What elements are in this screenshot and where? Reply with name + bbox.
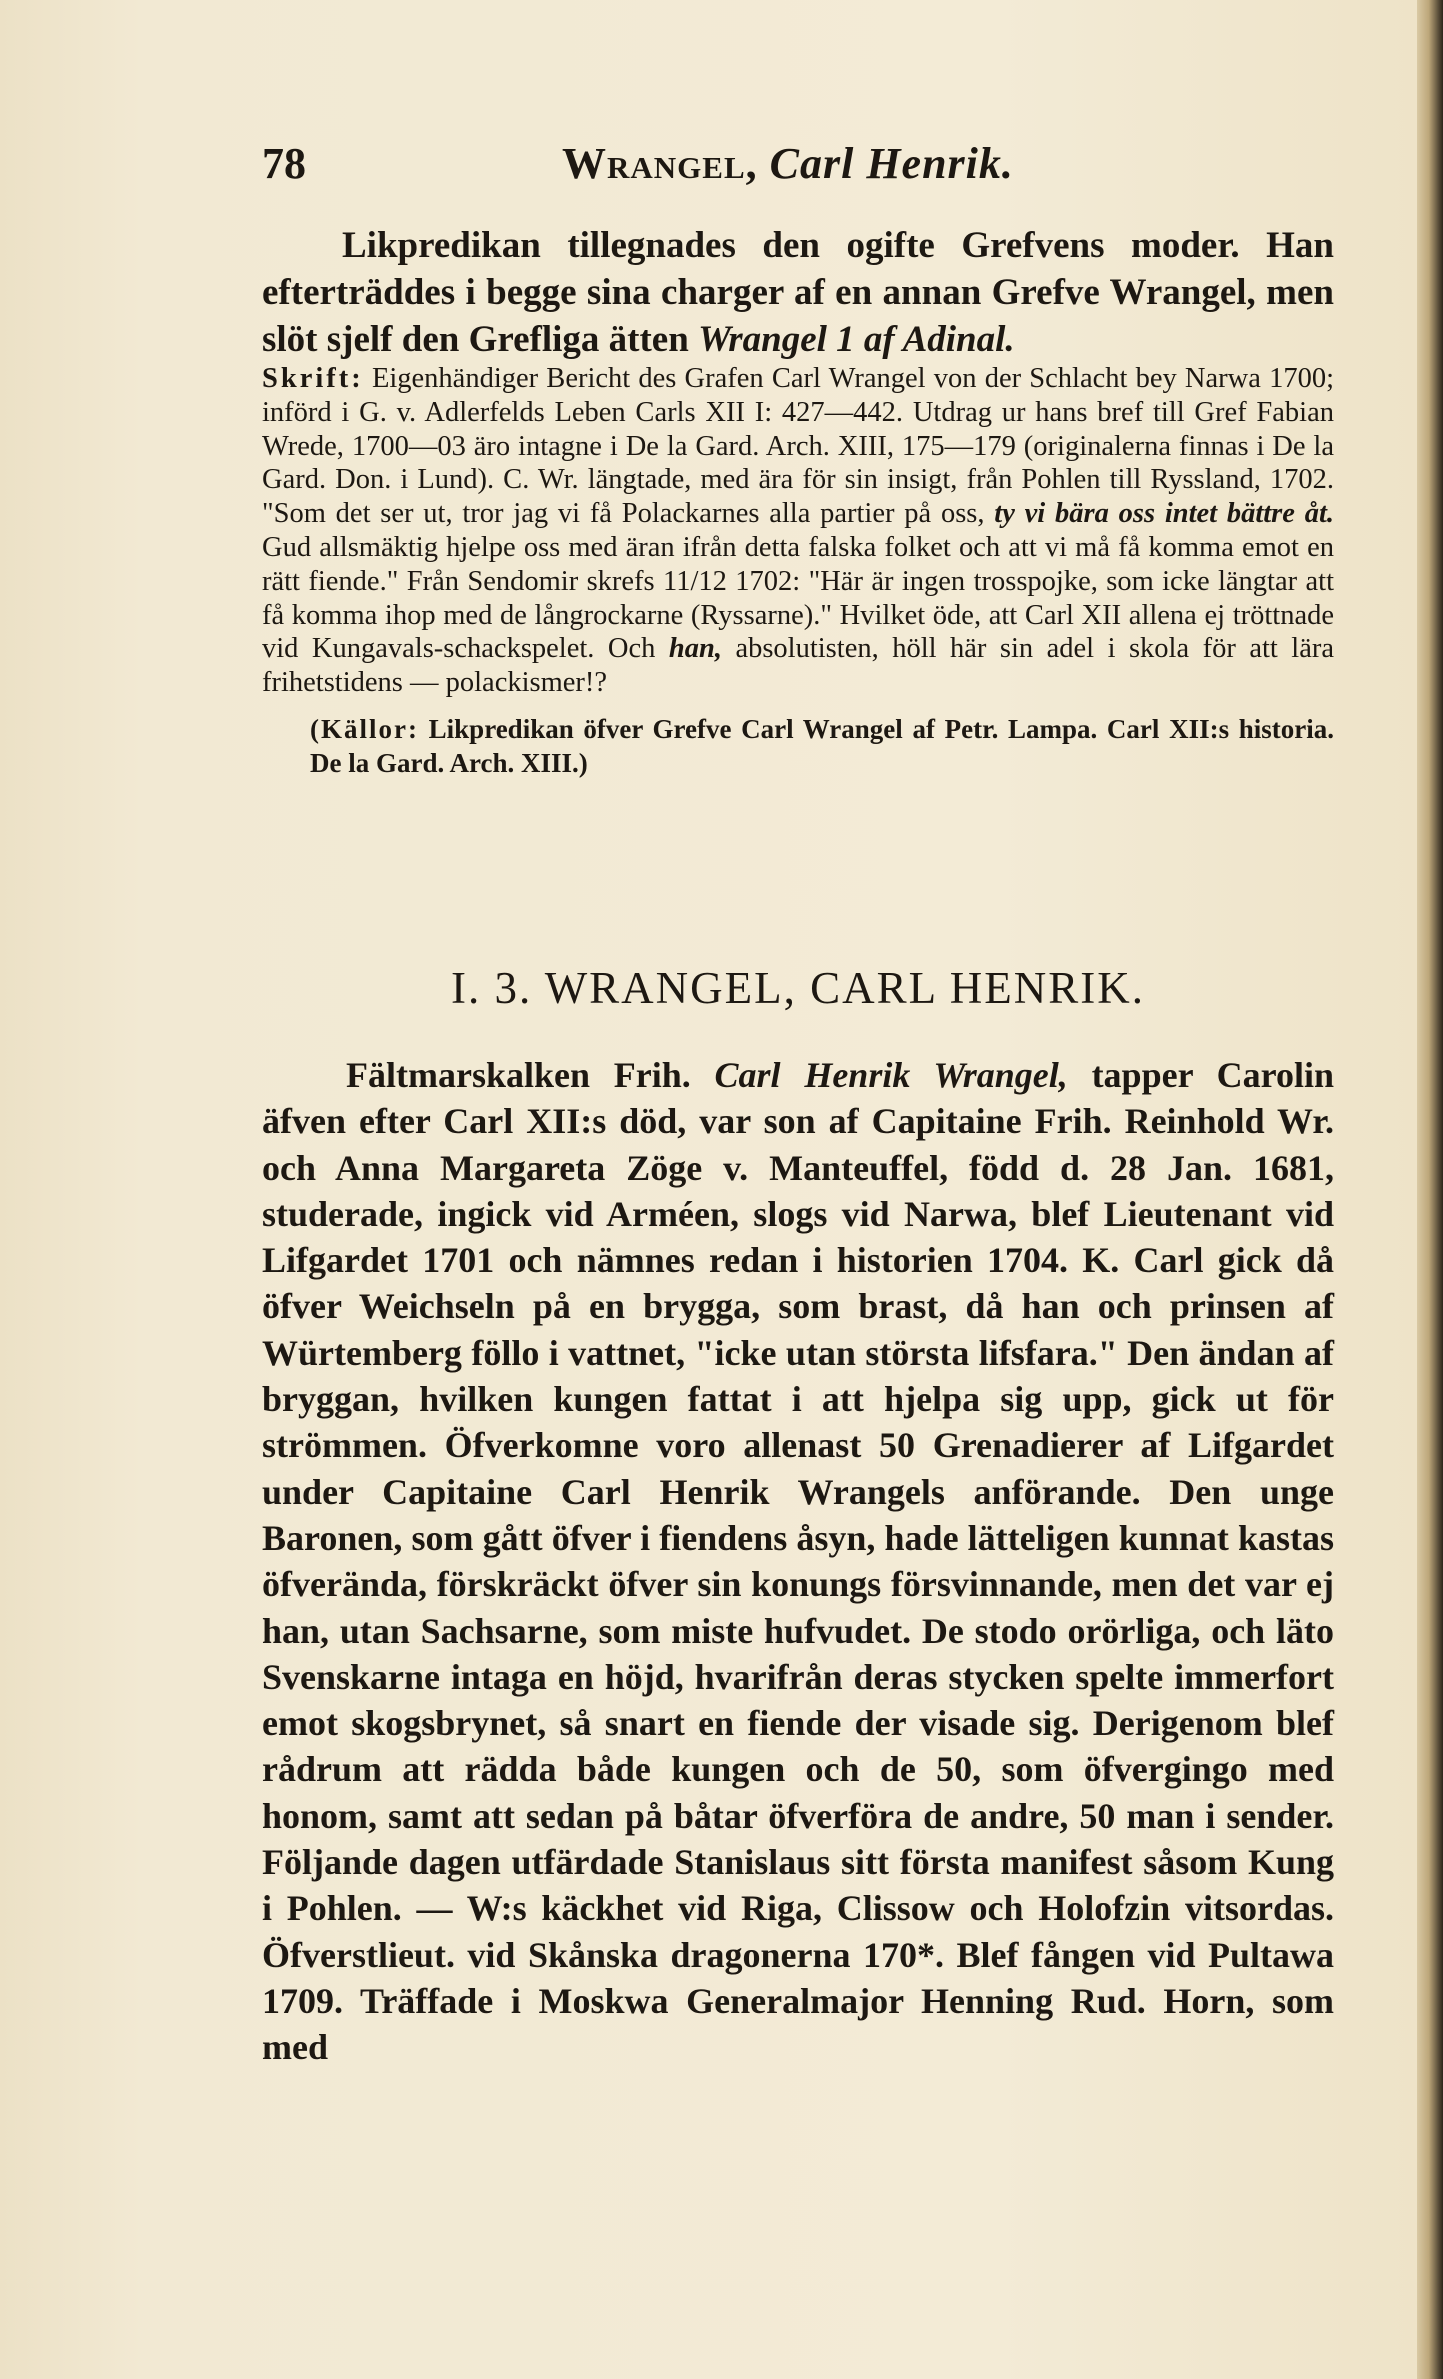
intro-italic-name: Wrangel 1 af Adinal.: [698, 319, 1015, 360]
sources-text: Likpredikan öfver Grefve Carl Wrangel af Petr. Lampa. Carl XII:s historia. De la Gard. Arch. XIII.): [310, 714, 1334, 778]
intro-paragraph: [262, 222, 1334, 363]
skrift-text-c: absolutisten, höll här sin adel i skola för att lära frihetstidens — polackismer!?: [262, 633, 1334, 699]
running-head-given-name: Carl Henrik.: [769, 139, 1014, 188]
skrift-emphasis-han: han,: [668, 633, 722, 665]
biography-emphasis-name: Carl Henrik Wrangel,: [714, 1055, 1068, 1095]
biography-text-a: Fältmarskalken Frih.: [346, 1055, 691, 1095]
sources-label: (Källor:: [310, 714, 419, 744]
intro-text: Likpredikan tillegnades den ogifte Grefvens moder. Han efterträddes i begge sina charger af en annan Grefve Wrangel, men slöt sjelf den Grefliga ätten: [262, 225, 1334, 360]
skrift-paragraph: [262, 362, 1334, 700]
page-edge: [1417, 0, 1443, 2379]
page-number: 78: [262, 139, 306, 188]
skrift-label: Skrift:: [262, 363, 364, 394]
biography-text-b: tapper Carolin äfven efter Carl XII:s död, var son af Capitaine Frih. Reinhold Wr. och Anna Margareta Zöge v. Manteuffel, född d. 28 Jan. 1681, studerade, ingick vid Arméen, slogs vid Narwa, blef Lieutenant vid Lifgardet 1701 och nämnes redan i historien 1704. K. Carl gick då öfver Weichseln på en brygga, som brast, då han och prinsen af Würtemberg föllo i vattnet, "icke utan största lifsfara." Den ändan af bryggan, hvilken kungen fattat i att hjelpa sig upp, gick ut för strömmen. Öfverkomne voro allenast 50 Grenadierer af Lifgardet under Capitaine Carl Henrik Wrangels anförande. Den unge Baronen, som gått öfver i fiendens åsyn, hade lätteligen kunnat kastas öfverända, förskräckt öfver sin konungs försvinnande, men det var ej han, utan Sachsarne, som miste hufvudet. De stodo orörliga, och läto Svenskarne intaga en höjd, hvarifrån deras stycken spelte immerfort emot skogsbrynet, så snart en fiende der visade sig. Derigenom blef rådrum att rädda både kungen och de 50, som öfvergingo med honom, samt att sedan på båtar öfverföra de andre, 50 man i sender. Följande dagen utfärdade Stanislaus sitt första manifest såsom Kung i Pohlen. — W:s käckhet vid Riga, Clissow och Holofzin vitsordas. Öfverstlieut. vid Skånska dragonerna 170*. Blef fången vid Pultawa 1709. Träffade i Moskwa Generalmajor Henning Rud. Horn, som med: [262, 1055, 1335, 2068]
skrift-text-b: Gud allsmäktig hjelpe oss med äran ifrån detta falska folket och att vi må få komma emot en rätt fiende." Från Sendomir skrefs 11/12 1702: "Här är ingen trosspojke, som icke längtar att få komma ihop med de långrockarne (Ryssarne)." Hvilket öde, att Carl XII allena ej tröttnade vid Kungavals-schackspelet. Och: [262, 531, 1334, 665]
page-header: [262, 138, 1332, 198]
section-heading: I. 3. WRANGEL, CARL HENRIK.: [451, 963, 1145, 1013]
running-head-surname: Wrangel,: [562, 139, 758, 188]
skrift-emphasis: ty vi bära oss intet bättre åt.: [994, 498, 1334, 530]
skrift-text-a: Eigenhändiger Bericht des Grafen Carl Wrangel von der Schlacht bey Narwa 1700; införd i G. v. Adlerfelds Leben Carls XII I: 427—442. Utdrag ur hans bref till Gref Fabian Wrede, 1700—03 äro intagne i De la Gard. Arch. XIII, 175—179 (originalerna finnas i De la Gard. Don. i Lund). C. Wr. längtade, med ära för sin insigt, från Pohlen till Ryssland, 1702. "Som det ser ut, tror jag vi få Polackarnes alla partier på oss,: [262, 363, 1334, 530]
sources-paragraph: [262, 712, 1334, 780]
biography-paragraph: [262, 1052, 1334, 2071]
running-head: [562, 138, 1014, 189]
